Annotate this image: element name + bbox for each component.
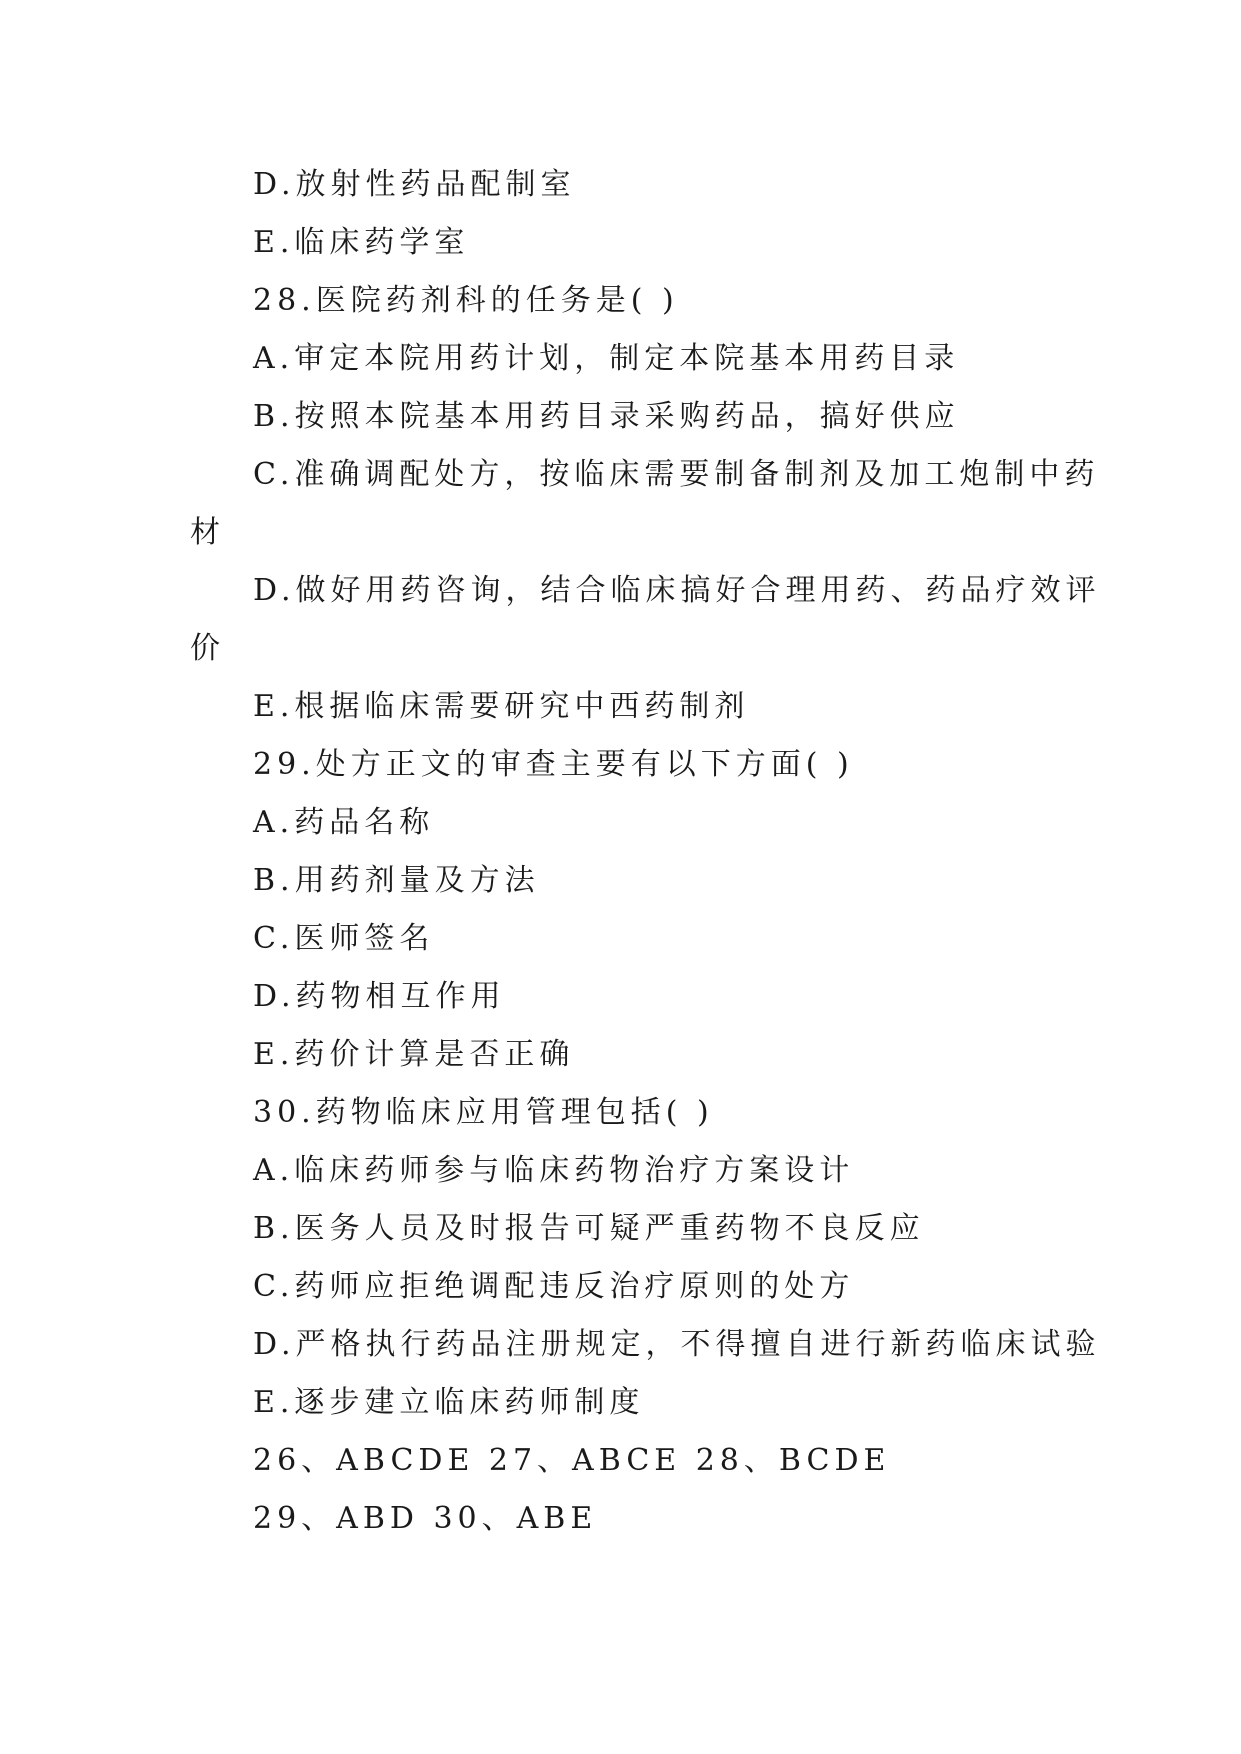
- option-d-q27: D.放射性药品配制室: [253, 167, 576, 202]
- option-e-q27: E.临床药学室: [253, 225, 470, 260]
- question-30: 30.药物临床应用管理包括( ): [253, 1095, 714, 1130]
- option-d-q28: D.做好用药咨询，结合临床搞好合理用药、药品疗效评: [253, 573, 1101, 608]
- option-a-q28: A.审定本院用药计划，制定本院基本用药目录: [253, 341, 960, 376]
- option-c-q30: C.药师应拒绝调配违反治疗原则的处方: [253, 1269, 855, 1304]
- option-b-q30: B.医务人员及时报告可疑严重药物不良反应: [253, 1211, 925, 1246]
- option-a-q29: A.药品名称: [253, 805, 435, 840]
- document-body: [190, 156, 1101, 1548]
- question-28: 28.医院药剂科的任务是( ): [253, 283, 679, 318]
- option-a-q30: A.临床药师参与临床药物治疗方案设计: [253, 1153, 855, 1188]
- option-d-q28-continued: 价: [190, 631, 225, 666]
- option-c-q28-continued: 材: [190, 515, 225, 550]
- question-29: 29.处方正文的审查主要有以下方面( ): [253, 747, 854, 782]
- option-c-q28: C.准确调配处方，按临床需要制备制剂及加工炮制中药: [253, 457, 1100, 492]
- option-d-q29: D.药物相互作用: [253, 979, 506, 1014]
- option-e-q30: E.逐步建立临床药师制度: [253, 1385, 645, 1420]
- option-e-q29: E.药价计算是否正确: [253, 1037, 575, 1072]
- option-b-q28: B.按照本院基本用药目录采购药品，搞好供应: [253, 399, 960, 434]
- option-e-q28: E.根据临床需要研究中西药制剂: [253, 689, 750, 724]
- answer-key-line-1: 26、ABCDE 27、ABCE 28、BCDE: [253, 1443, 891, 1478]
- option-b-q29: B.用药剂量及方法: [253, 863, 540, 898]
- option-c-q29: C.医师签名: [253, 921, 435, 956]
- answer-key-line-2: 29、ABD 30、ABE: [253, 1501, 598, 1536]
- option-d-q30: D.严格执行药品注册规定，不得擅自进行新药临床试验: [253, 1327, 1101, 1362]
